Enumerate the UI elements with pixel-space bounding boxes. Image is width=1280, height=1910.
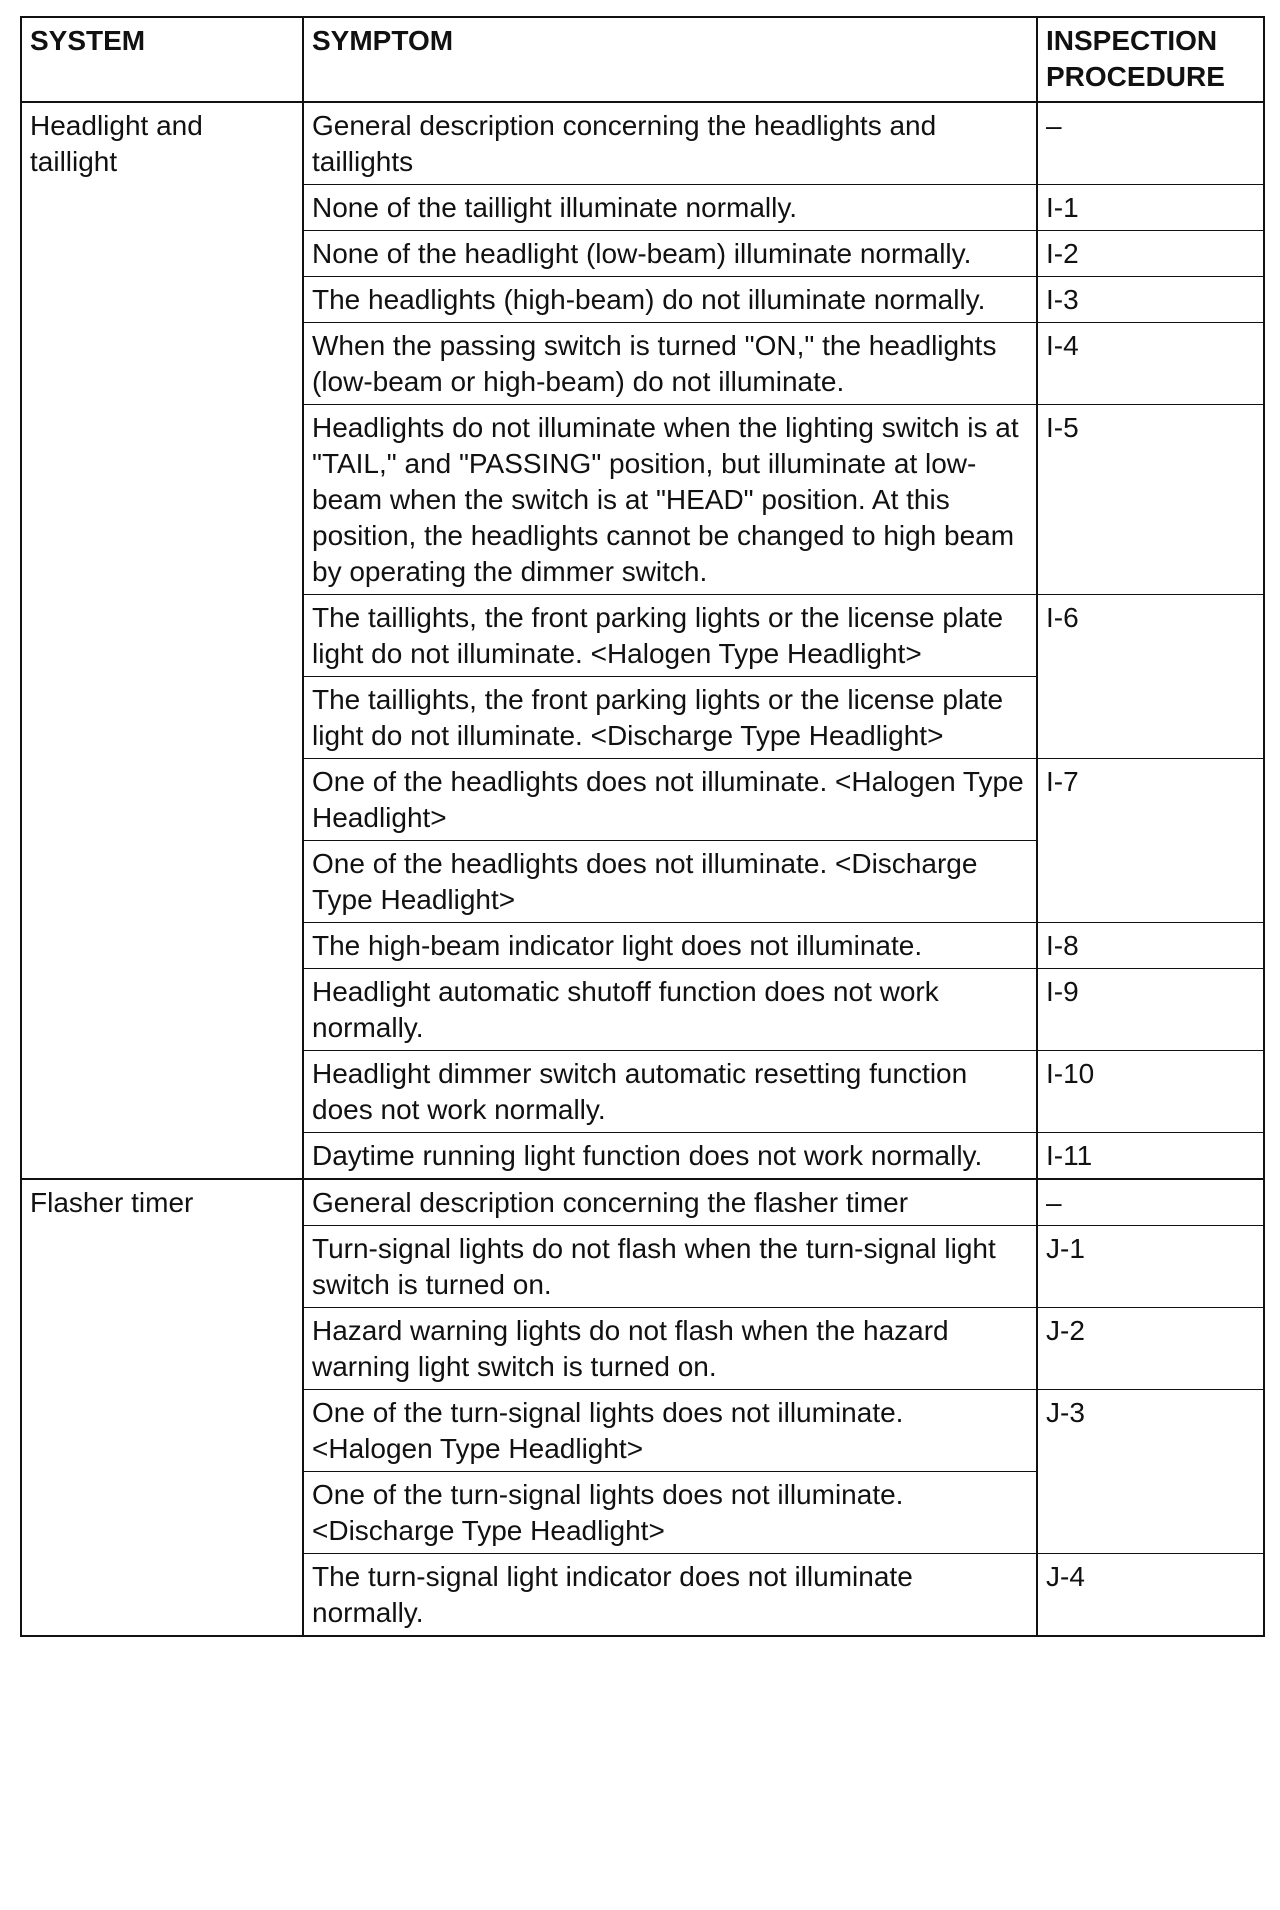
procedure-cell: –	[1037, 102, 1264, 185]
symptom-cell: Headlight dimmer switch automatic resetting function does not work normally.	[303, 1051, 1037, 1133]
system-cell-headlight-taillight: Headlight and taillight	[21, 102, 303, 1179]
symptom-cell: The taillights, the front parking lights or the license plate light do not illuminate. <Discharge Type Headlight>	[303, 677, 1037, 759]
table-row	[21, 1179, 1264, 1226]
symptom-cell: The high-beam indicator light does not illuminate.	[303, 923, 1037, 969]
procedure-cell: –	[1037, 1179, 1264, 1226]
procedure-cell: J-4	[1037, 1554, 1264, 1637]
symptom-cell: Headlight automatic shutoff function does not work normally.	[303, 969, 1037, 1051]
header-symptom: SYMPTOM	[303, 17, 1037, 102]
system-cell-flasher-timer: Flasher timer	[21, 1179, 303, 1636]
symptom-cell: Hazard warning lights do not flash when the hazard warning light switch is turned on.	[303, 1308, 1037, 1390]
procedure-cell: I-6	[1037, 595, 1264, 759]
procedure-cell: I-10	[1037, 1051, 1264, 1133]
header-row	[21, 17, 1264, 102]
header-inspection-procedure: INSPECTION PROCEDURE	[1037, 17, 1264, 102]
symptom-cell: Headlights do not illuminate when the lighting switch is at "TAIL," and "PASSING" position, but illuminate at low-beam when the switch is at "HEAD" position. At this position, the headlights cannot be changed to high beam by operating the dimmer switch.	[303, 405, 1037, 595]
procedure-cell: J-1	[1037, 1226, 1264, 1308]
table-row	[21, 102, 1264, 185]
procedure-cell: I-8	[1037, 923, 1264, 969]
procedure-cell: I-1	[1037, 185, 1264, 231]
procedure-cell: J-2	[1037, 1308, 1264, 1390]
symptom-cell: One of the headlights does not illuminate. <Halogen Type Headlight>	[303, 759, 1037, 841]
symptom-cell: None of the headlight (low-beam) illuminate normally.	[303, 231, 1037, 277]
symptom-cell: The taillights, the front parking lights or the license plate light do not illuminate. <Halogen Type Headlight>	[303, 595, 1037, 677]
symptom-cell: General description concerning the headlights and taillights	[303, 102, 1037, 185]
symptom-cell: Turn-signal lights do not flash when the turn-signal light switch is turned on.	[303, 1226, 1037, 1308]
symptom-table	[20, 16, 1265, 1637]
symptom-cell: One of the headlights does not illuminate. <Discharge Type Headlight>	[303, 841, 1037, 923]
symptom-cell: None of the taillight illuminate normally.	[303, 185, 1037, 231]
symptom-cell: The headlights (high-beam) do not illuminate normally.	[303, 277, 1037, 323]
procedure-cell: I-3	[1037, 277, 1264, 323]
procedure-cell: I-7	[1037, 759, 1264, 923]
symptom-cell: General description concerning the flasher timer	[303, 1179, 1037, 1226]
procedure-cell: I-5	[1037, 405, 1264, 595]
procedure-cell: I-11	[1037, 1133, 1264, 1180]
symptom-cell: When the passing switch is turned "ON," the headlights (low-beam or high-beam) do not illuminate.	[303, 323, 1037, 405]
symptom-cell: One of the turn-signal lights does not illuminate. <Halogen Type Headlight>	[303, 1390, 1037, 1472]
procedure-cell: J-3	[1037, 1390, 1264, 1554]
symptom-cell: The turn-signal light indicator does not illuminate normally.	[303, 1554, 1037, 1637]
symptom-cell: One of the turn-signal lights does not illuminate. <Discharge Type Headlight>	[303, 1472, 1037, 1554]
procedure-cell: I-4	[1037, 323, 1264, 405]
procedure-cell: I-2	[1037, 231, 1264, 277]
header-system: SYSTEM	[21, 17, 303, 102]
symptom-cell: Daytime running light function does not work normally.	[303, 1133, 1037, 1180]
procedure-cell: I-9	[1037, 969, 1264, 1051]
